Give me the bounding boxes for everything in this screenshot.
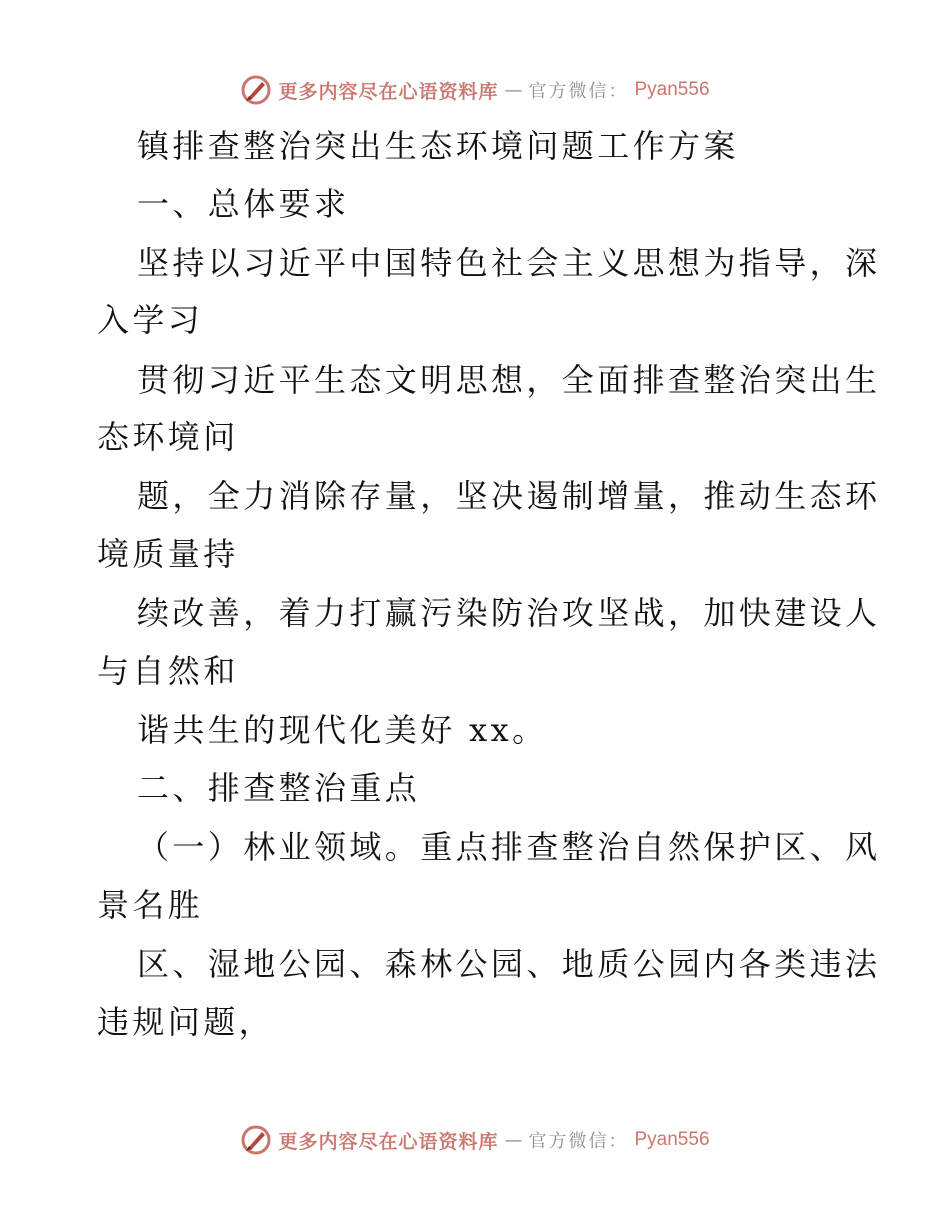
paragraph-line: （一）林业领域。重点排查整治自然保护区、风 — [137, 828, 881, 866]
watermark-dash: — — [504, 1129, 523, 1151]
watermark-dash: — — [504, 79, 523, 101]
watermark-wechat-label: 官方微信： — [528, 1131, 629, 1152]
watermark-wechat-id: Pyan556 — [634, 79, 710, 100]
header-watermark — [0, 70, 950, 110]
paragraph-line: 续改善，着力打赢污染防治攻坚战，加快建设人 — [137, 594, 881, 632]
watermark-wechat-label: 官方微信： — [528, 81, 629, 102]
watermark-site-text: 更多内容尽在心语资料库 — [278, 80, 499, 103]
document-title: 镇排查整治突出生态环境问题工作方案 — [137, 127, 739, 165]
paragraph-line: 态环境问 — [97, 418, 239, 456]
section-heading-1: 一、总体要求 — [137, 185, 350, 223]
paragraph-line: 贯彻习近平生态文明思想，全面排查整治突出生 — [137, 361, 881, 399]
quill-pen-logo-icon — [240, 1124, 272, 1156]
paragraph-line: 违规问题， — [97, 1003, 275, 1041]
paragraph-line: 入学习 — [97, 301, 204, 339]
paragraph-line: 谐共生的现代化美好 xx。 — [137, 711, 548, 749]
paragraph-line: 区、湿地公园、森林公园、地质公园内各类违法 — [137, 945, 881, 983]
section-heading-2: 二、排查整治重点 — [137, 769, 421, 807]
watermark-site-text: 更多内容尽在心语资料库 — [278, 1130, 499, 1153]
paragraph-line: 题，全力消除存量，坚决遏制增量，推动生态环 — [137, 477, 881, 515]
footer-watermark — [0, 1120, 950, 1160]
watermark-wechat-id: Pyan556 — [634, 1129, 710, 1150]
paragraph-line: 境质量持 — [97, 535, 239, 573]
quill-pen-logo-icon — [240, 74, 272, 106]
paragraph-line: 景名胜 — [97, 886, 204, 924]
paragraph-line: 与自然和 — [97, 652, 239, 690]
paragraph-line: 坚持以习近平中国特色社会主义思想为指导，深 — [137, 244, 881, 282]
